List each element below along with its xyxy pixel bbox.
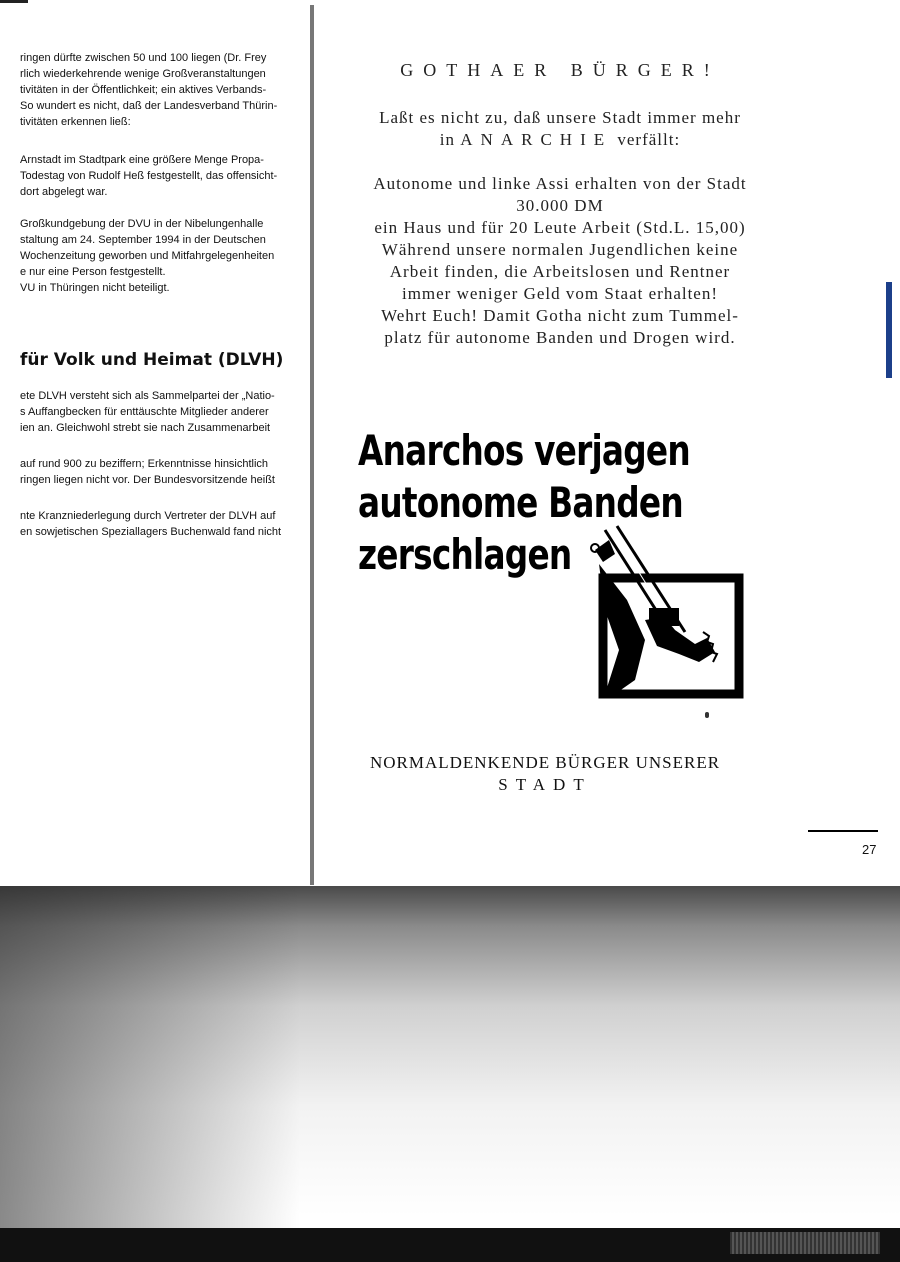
- text-line: staltung am 24. September 1994 in der Deutschen: [20, 234, 266, 246]
- text-line: auf rund 900 zu beziffern; Erkenntnisse hinsichtlich: [20, 458, 269, 470]
- left-column-text: [20, 50, 305, 310]
- text-line: Großkundgebung der DVU in der Nibelungenhalle: [20, 218, 264, 230]
- page-number: 27: [862, 842, 877, 857]
- body-line: Arbeit finden, die Arbeitslosen und Rentner: [389, 262, 731, 281]
- flyer-body: [325, 173, 795, 349]
- headline-line: autonome Banden: [358, 478, 683, 527]
- text-line: ringen liegen nicht vor. Der Bundesvorsitzende heißt: [20, 474, 275, 486]
- text-line: tivitäten in der Öffentlichkeit; ein aktives Verbands-: [20, 84, 267, 96]
- warning-prefix: in: [439, 130, 456, 149]
- flyer-warning: [325, 107, 795, 151]
- body-line: platz für autonome Banden und Drogen wird.: [384, 328, 736, 347]
- signature-line-2: STADT: [498, 775, 592, 794]
- scanner-shadow-edge: [0, 886, 300, 1262]
- text-line: ringen dürfte zwischen 50 und 100 liegen (Dr. Frey: [20, 52, 267, 64]
- text-line: en sowjetischen Speziallagers Buchenwald fand nicht: [20, 526, 282, 538]
- scanner-noise: [730, 1232, 880, 1254]
- book-spine: [310, 5, 314, 885]
- signature-line-1: NORMALDENKENDE BÜRGER UNSERER: [369, 753, 721, 772]
- body-line: Autonome und linke Assi erhalten von der Stadt: [373, 174, 747, 193]
- warning-line-2: [325, 129, 795, 151]
- text-line: Arnstadt im Stadtpark eine größere Menge Propa-: [20, 154, 264, 166]
- body-line: 30.000 DM: [516, 196, 604, 215]
- left-column-text-2: [20, 388, 305, 560]
- anarchie-word: ANARCHIE: [460, 130, 613, 149]
- text-line: tivitäten erkennen ließ:: [20, 116, 131, 128]
- body-line: Wehrt Euch! Damit Gotha nicht zum Tummel-: [381, 306, 739, 325]
- text-line: e nur eine Person festgestellt.: [20, 266, 166, 278]
- flyer-signature: [325, 752, 765, 796]
- text-line: Todestag von Rudolf Heß festgestellt, das offensicht-: [20, 170, 278, 182]
- warning-line-1: Laßt es nicht zu, daß unsere Stadt immer mehr: [379, 108, 741, 127]
- text-line: s Auffangbecken für enttäuschte Mitglieder anderer: [20, 406, 269, 418]
- scan-speck: [705, 712, 709, 718]
- body-line: Während unsere normalen Jugendlichen keine: [381, 240, 739, 259]
- left-paragraph-4: [20, 388, 305, 436]
- scan-mark: [0, 0, 28, 3]
- text-line: ien an. Gleichwohl strebt sie nach Zusammenarbeit: [20, 422, 271, 434]
- text-line: rlich wiederkehrende wenige Großveranstaltungen: [20, 68, 266, 80]
- text-line: dort abgelegt war.: [20, 186, 108, 198]
- left-paragraph-6: [20, 508, 305, 540]
- section-heading: für Volk und Heimat (DLVH): [20, 350, 284, 370]
- page-number-rule: [808, 830, 878, 832]
- text-line: nte Kranzniederlegung durch Vertreter der DLVH auf: [20, 510, 276, 522]
- flyer: [325, 60, 795, 365]
- headline-line: zerschlagen: [358, 530, 572, 579]
- warning-suffix: verfällt:: [617, 130, 681, 149]
- body-line: immer weniger Geld vom Staat erhalten!: [401, 284, 719, 303]
- body-line: ein Haus und für 20 Leute Arbeit (Std.L. 15,00): [374, 218, 746, 237]
- left-paragraph-1: [20, 50, 305, 130]
- left-paragraph-3: [20, 216, 305, 296]
- text-line: ete DLVH versteht sich als Sammelpartei der „Natio-: [20, 390, 275, 402]
- flyer-title: GOTHAER BÜRGER!: [400, 60, 720, 80]
- text-line: VU in Thüringen nicht beteiligt.: [20, 282, 170, 294]
- headline-line: Anarchos verjagen: [358, 426, 690, 475]
- left-paragraph-2: [20, 152, 305, 200]
- text-line: So wundert es nicht, daß der Landesverband Thürin-: [20, 100, 278, 112]
- blue-margin-mark: [886, 282, 892, 378]
- text-line: Wochenzeitung geworben und Mitfahrgelegenheiten: [20, 250, 275, 262]
- left-paragraph-5: [20, 456, 305, 488]
- slingshot-illustration-icon: [575, 520, 745, 700]
